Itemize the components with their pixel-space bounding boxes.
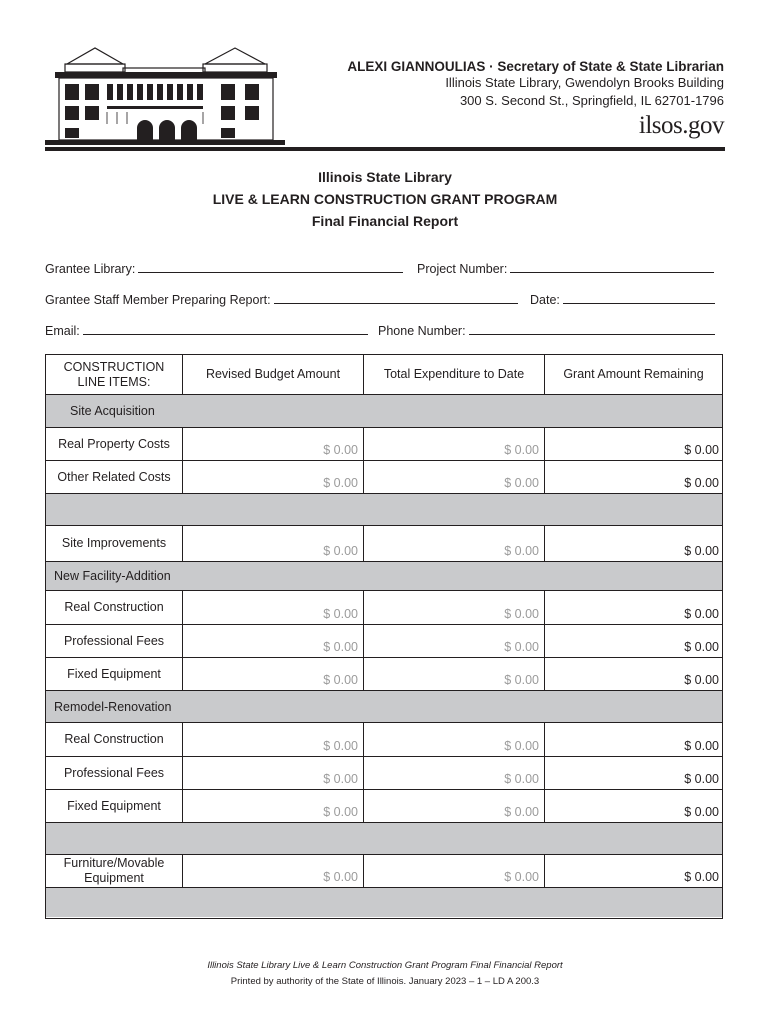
header-grant-remaining: Grant Amount Remaining [545, 355, 722, 395]
row-label: Other Related Costs [46, 461, 183, 494]
budget-cell[interactable]: $ 0.00 [183, 790, 364, 823]
date-field[interactable] [563, 292, 715, 304]
financial-table [45, 354, 723, 919]
remaining-cell: $ 0.00 [545, 723, 722, 757]
row-label: Site Improvements [46, 526, 183, 562]
address-line-2: 300 S. Second St., Springfield, IL 62701-1796 [459, 93, 724, 108]
header-rule [45, 147, 725, 151]
phone-row [378, 323, 715, 338]
expenditure-cell[interactable]: $ 0.00 [364, 757, 545, 790]
budget-cell[interactable]: $ 0.00 [183, 591, 364, 625]
budget-cell[interactable]: $ 0.00 [183, 855, 364, 888]
staff-member-row [45, 292, 518, 307]
budget-cell[interactable]: $ 0.00 [183, 461, 364, 494]
row-label: Professional Fees [46, 757, 183, 790]
row-label: Real Construction [46, 591, 183, 625]
budget-cell[interactable]: $ 0.00 [183, 658, 364, 691]
budget-cell[interactable]: $ 0.00 [183, 526, 364, 562]
section-site-acquisition: Site Acquisition [46, 395, 722, 428]
date-label: Date: [530, 293, 560, 307]
expenditure-cell[interactable]: $ 0.00 [364, 526, 545, 562]
budget-cell[interactable]: $ 0.00 [183, 625, 364, 658]
project-number-row [417, 261, 714, 276]
remaining-cell: $ 0.00 [545, 855, 722, 888]
staff-member-field[interactable] [274, 292, 518, 304]
header-revised-budget: Revised Budget Amount [183, 355, 364, 395]
grantee-library-row [45, 261, 403, 276]
remaining-cell: $ 0.00 [545, 591, 722, 625]
remaining-cell: $ 0.00 [545, 461, 722, 494]
phone-label: Phone Number: [378, 324, 466, 338]
title-report: Final Financial Report [311, 213, 459, 229]
remaining-cell: $ 0.00 [545, 625, 722, 658]
remaining-cell: $ 0.00 [545, 526, 722, 562]
staff-member-label: Grantee Staff Member Preparing Report: [45, 293, 271, 307]
blank-section-band [46, 888, 722, 917]
section-new-facility: New Facility-Addition [46, 562, 722, 591]
grantee-library-field[interactable] [138, 261, 403, 273]
secretary-name: ALEXI GIANNOULIAS · Secretary of State & State Librarian [347, 59, 724, 74]
header-total-expenditure: Total Expenditure to Date [364, 355, 545, 395]
blank-section-band [46, 494, 722, 526]
title-program: LIVE & LEARN CONSTRUCTION GRANT PROGRAM [212, 191, 558, 207]
title-library: Illinois State Library [318, 169, 452, 185]
grantee-library-label: Grantee Library: [45, 262, 136, 276]
budget-cell[interactable]: $ 0.00 [183, 757, 364, 790]
email-label: Email: [45, 324, 80, 338]
email-field[interactable] [83, 323, 368, 335]
budget-cell[interactable]: $ 0.00 [183, 723, 364, 757]
expenditure-cell[interactable]: $ 0.00 [364, 855, 545, 888]
blank-section-band [46, 823, 722, 855]
address-line-1: Illinois State Library, Gwendolyn Brooks Building [445, 75, 724, 90]
expenditure-cell[interactable]: $ 0.00 [364, 723, 545, 757]
row-label: Real Construction [46, 723, 183, 757]
remaining-cell: $ 0.00 [545, 790, 722, 823]
project-number-label: Project Number: [417, 262, 508, 276]
website: ilsos.gov [638, 112, 724, 139]
row-label: Fixed Equipment [46, 790, 183, 823]
remaining-cell: $ 0.00 [545, 428, 722, 461]
section-remodel: Remodel-Renovation [46, 691, 722, 723]
expenditure-cell[interactable]: $ 0.00 [364, 591, 545, 625]
footer-title: Illinois State Library Live & Learn Construction Grant Program Final Financial Report [207, 960, 563, 971]
footer-print-info: Printed by authority of the State of Illinois. January 2023 – 1 – LD A 200.3 [230, 976, 540, 987]
row-label: Professional Fees [46, 625, 183, 658]
project-number-field[interactable] [510, 261, 714, 273]
row-label: Fixed Equipment [46, 658, 183, 691]
building-logo [45, 44, 285, 148]
budget-cell[interactable]: $ 0.00 [183, 428, 364, 461]
remaining-cell: $ 0.00 [545, 658, 722, 691]
row-label: Real Property Costs [46, 428, 183, 461]
expenditure-cell[interactable]: $ 0.00 [364, 658, 545, 691]
remaining-cell: $ 0.00 [545, 757, 722, 790]
email-row [45, 323, 368, 338]
date-row [530, 292, 715, 307]
row-label: Furniture/Movable Equipment [46, 855, 183, 888]
header-line-items: CONSTRUCTION LINE ITEMS: [46, 355, 183, 395]
expenditure-cell[interactable]: $ 0.00 [364, 625, 545, 658]
expenditure-cell[interactable]: $ 0.00 [364, 790, 545, 823]
expenditure-cell[interactable]: $ 0.00 [364, 428, 545, 461]
expenditure-cell[interactable]: $ 0.00 [364, 461, 545, 494]
phone-field[interactable] [469, 323, 715, 335]
